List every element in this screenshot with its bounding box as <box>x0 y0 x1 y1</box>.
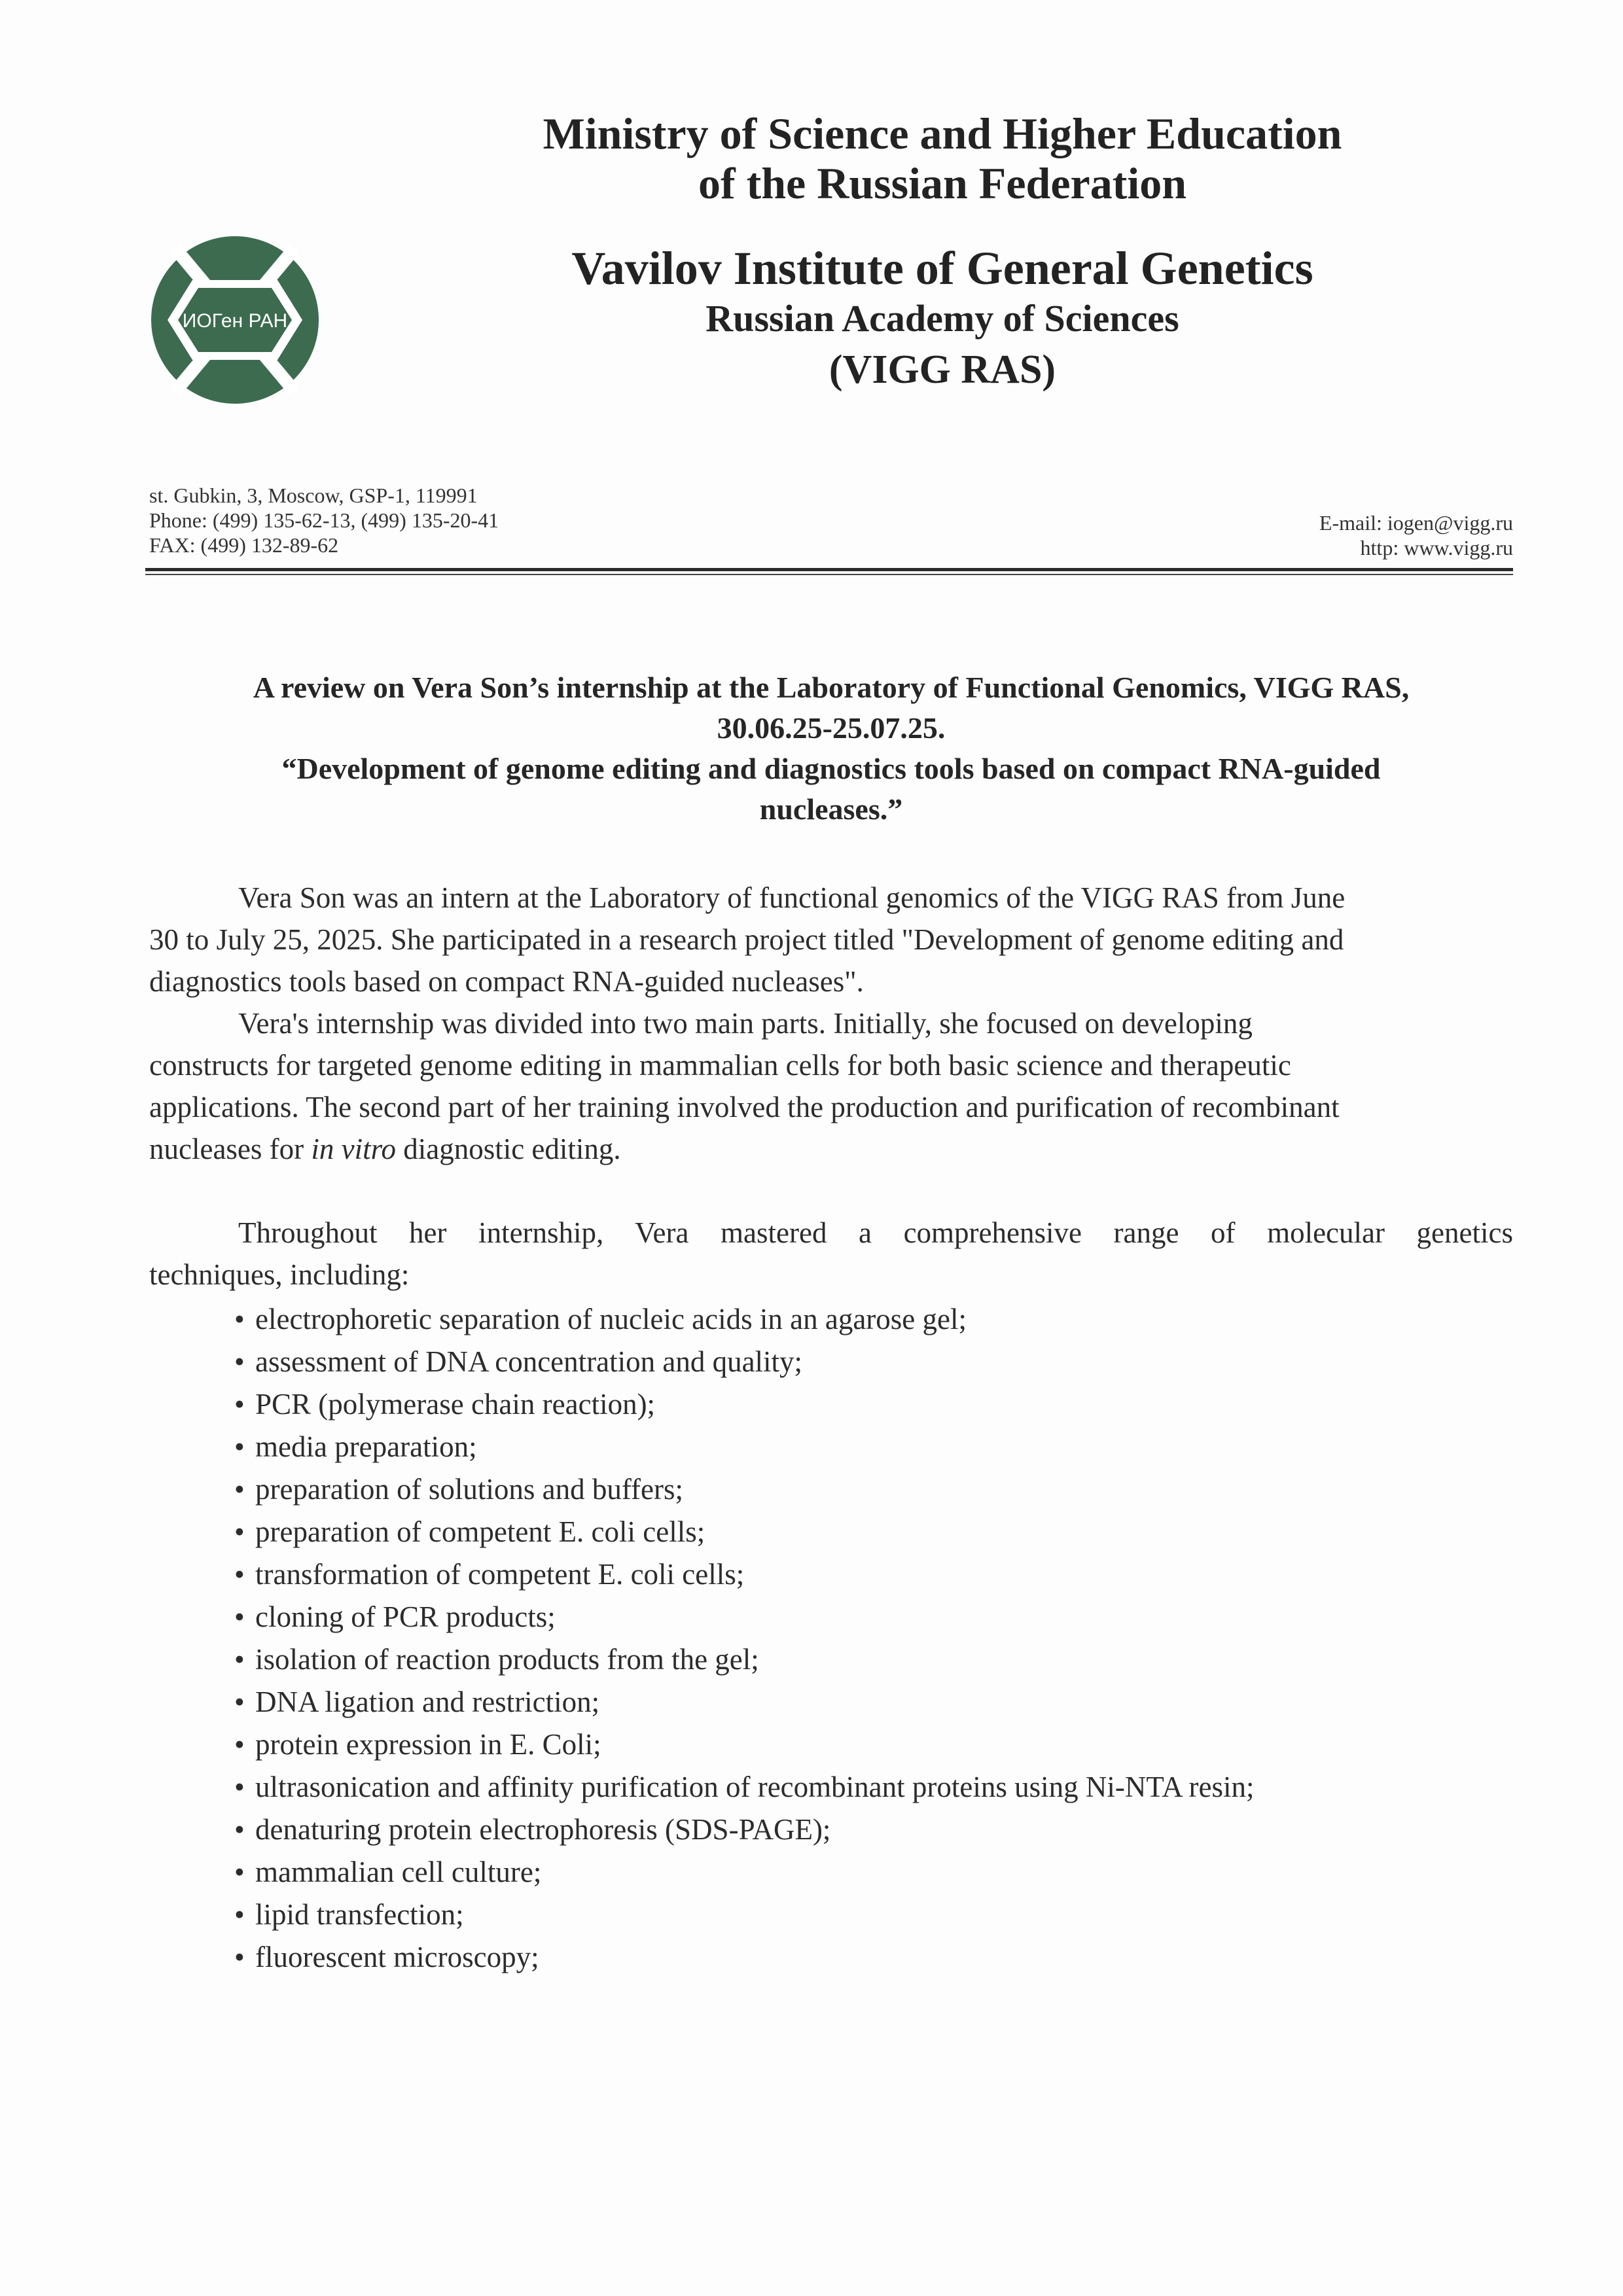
title-line-2: 30.06.25-25.07.25. <box>717 711 946 745</box>
p1-line-1: Vera Son was an intern at the Laboratory of functional genomics of the VIGG RAS from June <box>238 881 1346 914</box>
technique-text: assessment of DNA concentration and quality; <box>255 1345 803 1378</box>
p2-line-4-italic: in vitro <box>311 1133 396 1165</box>
techniques-list <box>234 1298 1254 1979</box>
list-item <box>234 1596 1254 1638</box>
bullet-icon: • <box>234 1388 245 1421</box>
bullet-icon: • <box>234 1430 245 1463</box>
list-item <box>234 1936 1254 1979</box>
technique-text: denaturing protein electrophoresis (SDS-PAGE); <box>255 1813 831 1846</box>
list-item <box>234 1681 1254 1723</box>
list-item <box>234 1851 1254 1894</box>
list-item <box>234 1553 1254 1596</box>
fax: FAX: (499) 132-89-62 <box>149 533 339 557</box>
header-divider-thin <box>145 574 1513 575</box>
logo-text: ИОГен РАН <box>182 310 288 332</box>
bullet-icon: • <box>234 1473 245 1506</box>
p1-line-2: 30 to July 25, 2025. She participated in a research project titled "Development of genome editing and <box>149 923 1344 956</box>
technique-text: lipid transfection; <box>255 1898 464 1931</box>
p2-line-3: applications. The second part of her training involved the production and purification of recombinant <box>149 1091 1340 1123</box>
bullet-icon: • <box>234 1941 245 1973</box>
technique-text: mammalian cell culture; <box>255 1856 542 1888</box>
p2-line-4-post: diagnostic editing. <box>395 1133 621 1165</box>
bullet-icon: • <box>234 1898 245 1931</box>
list-item <box>234 1723 1254 1766</box>
address: st. Gubkin, 3, Moscow, GSP-1, 119991 <box>149 484 478 507</box>
bullet-icon: • <box>234 1686 245 1718</box>
bullet-icon: • <box>234 1558 245 1591</box>
p2-line-2: constructs for targeted genome editing in mammalian cells for both basic science and therapeutic <box>149 1049 1291 1082</box>
title-line-1: A review on Vera Son’s internship at the Laboratory of Functional Genomics, VIGG RAS, <box>253 671 1410 704</box>
technique-text: DNA ligation and restriction; <box>255 1686 600 1718</box>
list-item <box>234 1638 1254 1681</box>
list-item <box>234 1341 1254 1383</box>
academy-name: Russian Academy of Sciences <box>705 297 1179 340</box>
institute-abbreviation: (VIGG RAS) <box>829 347 1056 392</box>
bullet-icon: • <box>234 1643 245 1676</box>
paragraph-2 <box>149 1002 1513 1170</box>
institute-name: Vavilov Institute of General Genetics <box>571 242 1313 294</box>
p2-line-4 <box>149 1128 1513 1170</box>
list-item <box>234 1298 1254 1341</box>
document-title <box>149 667 1513 830</box>
technique-text: cloning of PCR products; <box>255 1600 556 1633</box>
bullet-icon: • <box>234 1856 245 1888</box>
bullet-icon: • <box>234 1303 245 1335</box>
bullet-icon: • <box>234 1728 245 1761</box>
technique-text: isolation of reaction products from the gel; <box>255 1643 759 1676</box>
title-line-3: “Development of genome editing and diagnostics tools based on compact RNA-guided <box>281 752 1381 785</box>
p1-line-3: diagnostics tools based on compact RNA-guided nucleases". <box>149 965 864 998</box>
ministry-line-2: of the Russian Federation <box>698 158 1187 208</box>
contacts-right <box>1319 510 1513 560</box>
technique-text: transformation of competent E. coli cells; <box>255 1558 745 1591</box>
phone: Phone: (499) 135-62-13, (499) 135-20-41 <box>149 508 499 532</box>
website: http: www.vigg.ru <box>1360 536 1513 559</box>
header-divider-thick <box>145 568 1513 571</box>
technique-text: fluorescent microscopy; <box>255 1941 539 1973</box>
institute-logo-icon <box>149 234 321 406</box>
email: E-mail: iogen@vigg.ru <box>1319 511 1513 535</box>
bullet-icon: • <box>234 1345 245 1378</box>
ministry-line-1: Ministry of Science and Higher Education <box>543 109 1342 158</box>
paragraph-3 <box>149 1212 1513 1296</box>
list-item <box>234 1383 1254 1426</box>
list-item <box>234 1766 1254 1809</box>
p3-line-1: Throughout her internship, Vera mastered a comprehensive range of molecular genetics <box>238 1216 1513 1249</box>
list-item <box>234 1468 1254 1511</box>
paragraph-1 <box>149 877 1513 1002</box>
bullet-icon: • <box>234 1515 245 1548</box>
p2-line-4-pre: nucleases for <box>149 1133 312 1165</box>
technique-text: PCR (polymerase chain reaction); <box>255 1388 656 1421</box>
bullet-icon: • <box>234 1771 245 1803</box>
contacts-left <box>149 483 499 557</box>
technique-text: protein expression in E. Coli; <box>255 1728 601 1761</box>
technique-text: electrophoretic separation of nucleic acids in an agarose gel; <box>255 1303 967 1335</box>
list-item <box>234 1511 1254 1553</box>
technique-text: preparation of competent E. coli cells; <box>255 1515 705 1548</box>
p2-line-1: Vera's internship was divided into two main parts. Initially, she focused on developing <box>238 1007 1253 1040</box>
list-item <box>234 1426 1254 1468</box>
list-item <box>234 1894 1254 1936</box>
technique-text: ultrasonication and affinity purification of recombinant proteins using Ni-NTA resin; <box>255 1771 1255 1803</box>
technique-text: media preparation; <box>255 1430 477 1463</box>
technique-text: preparation of solutions and buffers; <box>255 1473 684 1506</box>
title-line-4: nucleases.” <box>759 792 903 826</box>
p3-line-2: techniques, including: <box>149 1258 410 1291</box>
list-item <box>234 1809 1254 1851</box>
bullet-icon: • <box>234 1600 245 1633</box>
bullet-icon: • <box>234 1813 245 1846</box>
